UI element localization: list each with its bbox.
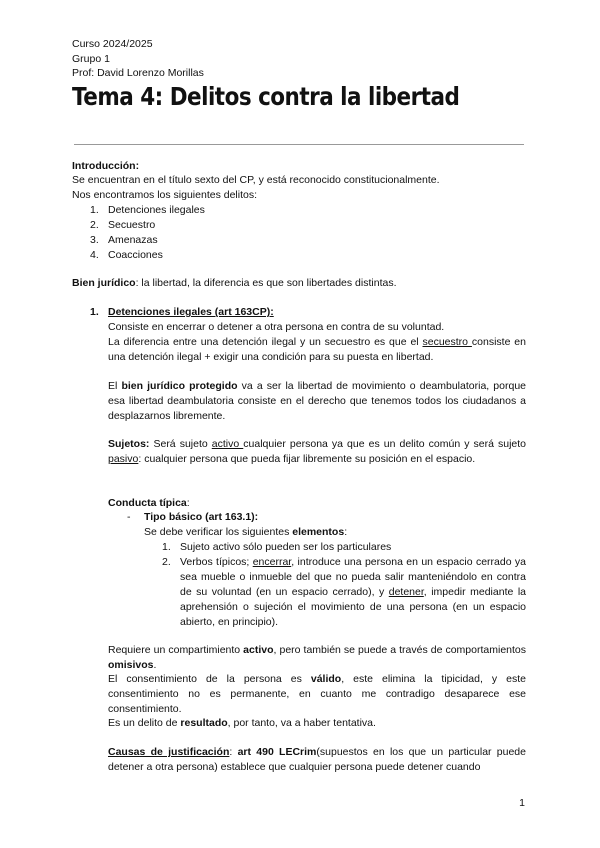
intro-line-1: Se encuentran en el título sexto del CP, y está reconocido constitucionalmente. — [72, 174, 440, 186]
elemento-1: Sujeto activo sólo pueden ser los particulares — [180, 541, 392, 553]
list-item: Amenazas — [108, 234, 158, 246]
sujetos-paragraph: Sujetos: Será sujeto activo cualquier persona ya que es un delito común y será sujeto pasivo: cualquier persona que pueda fijar libremente su posición en el espacio. — [108, 438, 526, 465]
section-number: 1. — [90, 306, 99, 318]
tipo-basico-heading: Tipo básico (art 163.1): — [144, 511, 259, 523]
list-item-number: 1. — [90, 204, 99, 216]
bien-juridico-text: : la libertad, la diferencia es que son libertades distintas. — [135, 277, 397, 289]
encerrar-term: encerrar — [252, 556, 292, 568]
detener-term: detener — [388, 586, 424, 598]
causas-justificacion-paragraph: Causas de justificación: art 490 LECrim(supuestos en los que un particular puede detener a otra persona) establece que cualquier persona puede detener cuando — [108, 746, 526, 773]
intro-line-2: Nos encontramos los siguientes delitos: — [72, 189, 258, 201]
secuestro-term: secuestro — [422, 336, 472, 348]
consentimiento-paragraph: El consentimiento de la persona es válido, este elimina la tipicidad, y este consentimiento no es permanente, en cuanto me contradigo desaparece ese consentimiento. — [108, 673, 526, 715]
section-paragraph-2: La diferencia entre una detención ilegal y un secuestro es que el secuestro consiste en una detención ilegal + exigir una condición para su puesta en libertad. — [108, 336, 526, 363]
section-paragraph-1: Consiste en encerrar o detener a otra persona en contra de su voluntad. — [108, 321, 445, 333]
elementos-intro: Se debe verificar los siguientes elementos: — [144, 526, 348, 538]
conducta-tipica-heading: Conducta típica: — [108, 497, 190, 509]
list-item-number: 2. — [162, 556, 171, 568]
title-divider — [74, 144, 524, 145]
causas-justificacion-label: Causas de justificación — [108, 746, 230, 758]
list-item-number: 3. — [90, 234, 99, 246]
bullet-marker: - — [127, 511, 131, 523]
sujetos-label: Sujetos: — [108, 438, 150, 450]
activo-term: activo — [211, 438, 244, 450]
section-heading: Detenciones ilegales (art 163CP): — [108, 306, 274, 318]
list-item-number: 4. — [90, 249, 99, 261]
course-label: Curso 2024/2025 — [72, 38, 153, 50]
list-item-number: 2. — [90, 219, 99, 231]
bien-protegido-term: bien jurídico protegido — [121, 380, 238, 392]
pasivo-term: pasivo — [108, 453, 139, 465]
requiere-paragraph: Requiere un compartimiento activo, pero también se puede a través de comportamientos omisivos. — [108, 644, 526, 671]
resultado-paragraph: Es un delito de resultado, por tanto, va a haber tentativa. — [108, 717, 376, 729]
list-item: Coacciones — [108, 249, 163, 261]
group-label: Grupo 1 — [72, 53, 110, 65]
elemento-2: Verbos típicos; encerrar, introduce una persona en un espacio cerrado ya sea mueble o inmueble del que no pueda salir manteniéndolo en contra de su voluntad (en un espacio cerrado), y detener, impedir mediante la aprehensión o sujeción el movimiento de una persona (en un espacio abierto, en principio). — [180, 556, 527, 628]
list-item-number: 1. — [162, 541, 171, 553]
list-item: Detenciones ilegales — [108, 204, 205, 216]
page-number: 1 — [519, 797, 525, 809]
list-item: Secuestro — [108, 219, 156, 231]
bien-juridico-paragraph — [72, 276, 397, 291]
page-title: Tema 4: Delitos contra la libertad — [72, 82, 460, 111]
professor-label: Prof: David Lorenzo Morillas — [72, 67, 204, 79]
bien-juridico-label: Bien jurídico — [72, 277, 136, 289]
intro-heading: Introducción: — [72, 160, 140, 172]
bien-protegido-paragraph: El bien jurídico protegido va a ser la libertad de movimiento o deambulatoria, porque esa libertad deambulatoria consiste en el derecho que tenemos todos los ciudadanos a desplazarnos libremente. — [108, 380, 526, 422]
